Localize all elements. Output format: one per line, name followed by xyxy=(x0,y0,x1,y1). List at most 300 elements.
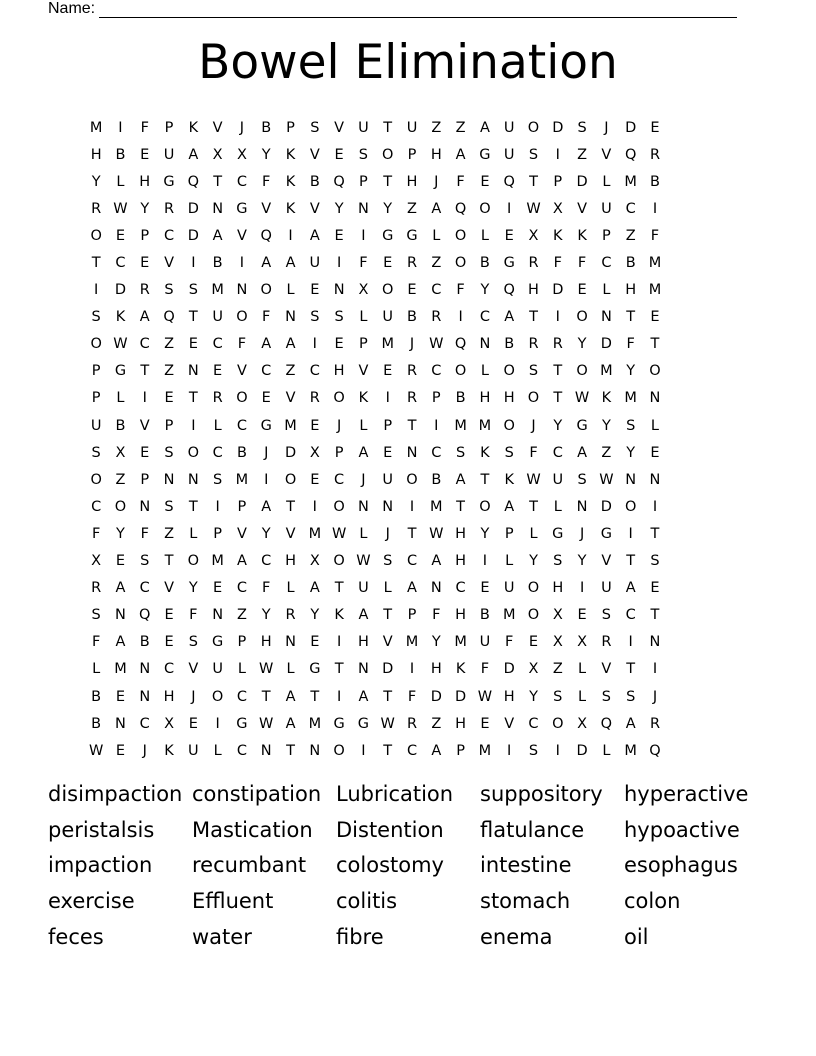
grid-letter: E xyxy=(115,688,126,705)
grid-letter: L xyxy=(602,173,611,190)
grid-letter: R xyxy=(309,390,320,407)
grid-letter: W xyxy=(574,390,590,407)
grid-letter: U xyxy=(406,119,418,136)
grid-letter: M xyxy=(430,498,443,515)
grid-letter: M xyxy=(211,553,224,570)
grid-letter: E xyxy=(577,282,587,299)
grid-letter: V xyxy=(212,119,223,136)
grid-letter: J xyxy=(531,417,536,434)
grid-row xyxy=(84,683,667,710)
grid-letter: U xyxy=(358,119,369,136)
grid-letter: I xyxy=(336,255,342,272)
grid-letter: K xyxy=(285,173,296,190)
grid-letter: L xyxy=(529,525,538,542)
word-bank-item: impaction xyxy=(48,853,153,878)
grid-row xyxy=(84,493,667,520)
grid-letter: W xyxy=(88,742,104,759)
grid-letter: L xyxy=(92,661,101,678)
grid-letter: L xyxy=(578,661,587,678)
grid-letter: O xyxy=(236,309,248,326)
grid-letter: H xyxy=(90,146,102,163)
grid-letter: U xyxy=(212,661,223,678)
grid-letter: U xyxy=(90,417,102,434)
grid-letter: G xyxy=(479,146,491,163)
grid-letter: L xyxy=(116,173,125,190)
grid-letter: L xyxy=(237,661,246,678)
grid-letter: P xyxy=(359,173,368,190)
grid-letter: Q xyxy=(454,200,467,217)
grid-letter: P xyxy=(164,417,174,434)
grid-letter: S xyxy=(164,498,174,515)
grid-letter: S xyxy=(601,607,611,624)
grid-letter: O xyxy=(406,471,418,488)
grid-row xyxy=(84,249,667,276)
grid-letter: M xyxy=(284,417,297,434)
grid-letter: B xyxy=(91,688,102,705)
word-bank-item: Lubrication xyxy=(336,782,454,806)
grid-letter: Y xyxy=(334,200,344,217)
grid-letter: B xyxy=(139,634,150,651)
grid-letter: N xyxy=(649,390,661,407)
grid-letter: A xyxy=(504,498,515,515)
grid-letter: B xyxy=(479,255,490,272)
grid-row xyxy=(84,466,667,493)
grid-letter: O xyxy=(503,363,515,380)
grid-letter: V xyxy=(236,525,247,542)
grid-letter: Y xyxy=(116,525,125,542)
grid-letter: N xyxy=(576,498,588,515)
grid-letter: R xyxy=(528,336,539,353)
word-bank-item: constipation xyxy=(192,782,322,806)
grid-letter: C xyxy=(236,580,247,597)
grid-letter: N xyxy=(382,498,394,515)
grid-letter: F xyxy=(626,336,635,353)
grid-letter: W xyxy=(477,688,493,705)
grid-letter: I xyxy=(628,525,633,542)
grid-row xyxy=(84,331,667,358)
grid-letter: I xyxy=(191,417,196,434)
word-bank-item: colostomy xyxy=(336,853,444,878)
grid-letter: O xyxy=(382,146,394,163)
grid-letter: K xyxy=(164,742,174,759)
grid-letter: T xyxy=(310,688,320,705)
grid-letter: T xyxy=(529,173,538,190)
grid-letter: E xyxy=(334,227,344,244)
grid-letter: P xyxy=(91,390,101,407)
grid-letter: B xyxy=(91,715,102,732)
grid-letter: B xyxy=(236,444,247,461)
grid-letter: U xyxy=(212,309,223,326)
grid-letter: W xyxy=(356,553,371,570)
word-bank-item: suppository xyxy=(480,782,603,806)
grid-letter: E xyxy=(188,336,198,353)
grid-letter: T xyxy=(213,173,223,190)
grid-row xyxy=(84,114,667,141)
grid-letter: K xyxy=(577,227,587,244)
grid-letter: A xyxy=(358,444,369,461)
grid-letter: O xyxy=(333,742,345,759)
grid-letter: R xyxy=(212,390,223,407)
grid-letter: U xyxy=(503,119,515,136)
grid-row xyxy=(84,737,667,764)
grid-letter: F xyxy=(262,173,271,190)
grid-letter: E xyxy=(261,390,271,407)
grid-letter: P xyxy=(383,417,393,434)
word-bank-item: Distention xyxy=(336,817,444,842)
grid-letter: B xyxy=(407,309,417,326)
grid-row xyxy=(84,277,667,304)
grid-letter: I xyxy=(191,255,196,272)
grid-letter: C xyxy=(455,580,466,597)
grid-letter: A xyxy=(358,607,369,624)
grid-letter: D xyxy=(284,444,297,461)
grid-letter: O xyxy=(236,390,248,407)
grid-letter: E xyxy=(577,607,587,624)
grid-letter: K xyxy=(115,309,126,326)
grid-letter: M xyxy=(405,634,419,651)
grid-letter: I xyxy=(94,282,99,299)
grid-letter: P xyxy=(140,471,150,488)
grid-letter: I xyxy=(555,742,560,759)
grid-letter: C xyxy=(601,255,612,272)
grid-letter: Q xyxy=(503,282,515,299)
grid-letter: V xyxy=(309,200,320,217)
grid-letter: A xyxy=(577,444,588,461)
grid-letter: S xyxy=(91,444,101,461)
grid-row xyxy=(84,304,667,331)
grid-letter: G xyxy=(576,417,588,434)
word-bank-item: intestine xyxy=(480,853,572,878)
grid-letter: Q xyxy=(454,336,467,353)
grid-letter: A xyxy=(309,580,320,597)
grid-letter: U xyxy=(479,634,491,651)
grid-letter: T xyxy=(383,742,393,759)
grid-letter: K xyxy=(504,471,514,488)
grid-letter: O xyxy=(114,498,127,515)
grid-letter: Q xyxy=(187,173,200,190)
grid-letter: F xyxy=(262,309,271,326)
grid-letter: M xyxy=(211,282,224,299)
grid-letter: X xyxy=(212,146,223,163)
grid-letter: I xyxy=(142,390,147,407)
grid-letter: Z xyxy=(431,715,442,732)
grid-letter: L xyxy=(602,742,611,759)
grid-letter: Y xyxy=(91,173,101,190)
grid-letter: K xyxy=(285,146,296,163)
grid-letter: O xyxy=(503,417,515,434)
grid-letter: R xyxy=(406,390,418,407)
grid-letter: B xyxy=(261,119,272,136)
grid-letter: B xyxy=(650,173,660,190)
grid-letter: I xyxy=(336,688,342,705)
grid-letter: M xyxy=(89,119,103,136)
grid-letter: S xyxy=(164,282,174,299)
grid-letter: H xyxy=(528,282,539,299)
grid-letter: T xyxy=(334,661,344,678)
grid-letter: E xyxy=(480,173,490,190)
grid-letter: P xyxy=(237,634,247,651)
grid-letter: B xyxy=(115,417,126,434)
grid-letter: J xyxy=(239,119,245,136)
grid-letter: U xyxy=(163,146,175,163)
grid-letter: F xyxy=(480,661,490,678)
grid-letter: S xyxy=(140,553,150,570)
grid-letter: X xyxy=(552,607,563,624)
grid-row xyxy=(84,195,667,222)
grid-letter: Y xyxy=(626,444,636,461)
grid-letter: F xyxy=(505,634,514,651)
grid-letter: R xyxy=(528,255,539,272)
grid-letter: Q xyxy=(260,227,272,244)
grid-letter: X xyxy=(577,634,588,651)
grid-letter: E xyxy=(383,255,393,272)
grid-letter: U xyxy=(309,255,321,272)
grid-letter: M xyxy=(624,742,637,759)
grid-letter: S xyxy=(91,309,101,326)
grid-letter: L xyxy=(650,417,660,434)
grid-letter: E xyxy=(650,580,660,597)
grid-letter: P xyxy=(91,363,101,380)
grid-letter: O xyxy=(552,715,564,732)
grid-letter: D xyxy=(187,200,199,217)
grid-letter: E xyxy=(310,282,320,299)
grid-letter: I xyxy=(652,498,658,515)
grid-letter: Y xyxy=(140,200,150,217)
grid-letter: S xyxy=(504,444,514,461)
grid-letter: W xyxy=(429,525,444,542)
grid-letter: G xyxy=(406,227,418,244)
grid-letter: U xyxy=(503,146,515,163)
word-bank-item: hypoactive xyxy=(624,817,740,842)
grid-letter: U xyxy=(382,471,394,488)
grid-letter: X xyxy=(309,444,320,461)
grid-letter: A xyxy=(285,688,296,705)
grid-letter: X xyxy=(552,634,563,651)
grid-letter: J xyxy=(385,525,390,542)
grid-letter: N xyxy=(357,498,369,515)
grid-letter: R xyxy=(91,200,102,217)
grid-letter: B xyxy=(479,607,490,624)
grid-letter: T xyxy=(286,742,295,759)
grid-letter: V xyxy=(164,255,174,272)
grid-letter: N xyxy=(139,661,151,678)
grid-letter: V xyxy=(309,146,320,163)
grid-letter: O xyxy=(576,363,588,380)
grid-letter: M xyxy=(454,417,467,434)
grid-letter: G xyxy=(382,227,394,244)
grid-letter: M xyxy=(308,715,322,732)
grid-letter: L xyxy=(432,227,441,244)
grid-letter: T xyxy=(188,498,198,515)
grid-letter: A xyxy=(139,309,150,326)
grid-letter: C xyxy=(236,688,247,705)
grid-letter: E xyxy=(480,715,490,732)
grid-letter: E xyxy=(164,607,174,624)
grid-row xyxy=(84,168,667,195)
grid-letter: D xyxy=(625,119,637,136)
grid-letter: V xyxy=(334,119,345,136)
grid-letter: Y xyxy=(188,580,198,597)
grid-letter: R xyxy=(406,715,418,732)
word-bank-item: hyperactive xyxy=(624,782,749,806)
grid-letter: N xyxy=(212,607,224,624)
grid-letter: O xyxy=(333,390,345,407)
grid-letter: N xyxy=(115,715,126,732)
grid-letter: P xyxy=(164,119,174,136)
grid-letter: Y xyxy=(431,634,441,651)
grid-row xyxy=(84,710,667,737)
grid-letter: Y xyxy=(480,282,490,299)
grid-letter: I xyxy=(361,742,366,759)
grid-letter: Z xyxy=(625,227,636,244)
grid-letter: S xyxy=(601,688,611,705)
grid-letter: K xyxy=(334,607,344,624)
grid-letter: F xyxy=(91,634,101,651)
grid-letter: S xyxy=(577,471,587,488)
grid-letter: E xyxy=(383,363,393,380)
grid-letter: F xyxy=(91,525,101,542)
grid-letter: L xyxy=(578,688,587,705)
grid-letter: M xyxy=(600,363,613,380)
grid-letter: M xyxy=(624,390,637,407)
grid-letter: H xyxy=(260,634,272,651)
grid-letter: G xyxy=(260,417,272,434)
grid-letter: B xyxy=(309,173,320,190)
grid-letter: L xyxy=(213,742,222,759)
grid-letter: Z xyxy=(455,119,466,136)
grid-letter: O xyxy=(187,553,200,570)
grid-letter: A xyxy=(431,200,442,217)
grid-letter: E xyxy=(504,227,514,244)
grid-letter: Y xyxy=(261,607,271,624)
grid-letter: R xyxy=(91,580,102,597)
grid-letter: S xyxy=(577,119,587,136)
grid-letter: C xyxy=(431,444,442,461)
grid-letter: D xyxy=(382,661,394,678)
grid-letter: I xyxy=(482,553,488,570)
grid-letter: S xyxy=(650,553,660,570)
grid-letter: W xyxy=(259,661,274,678)
grid-letter: Z xyxy=(431,119,442,136)
grid-letter: X xyxy=(528,227,539,244)
grid-letter: T xyxy=(188,309,198,326)
grid-letter: A xyxy=(309,227,320,244)
grid-letter: R xyxy=(406,255,418,272)
grid-letter: S xyxy=(188,282,198,299)
grid-letter: D xyxy=(552,282,564,299)
grid-letter: I xyxy=(409,498,415,515)
grid-letter: E xyxy=(213,363,223,380)
grid-letter: C xyxy=(406,742,418,759)
grid-letter: E xyxy=(334,336,344,353)
grid-row xyxy=(84,385,667,412)
grid-letter: L xyxy=(116,390,125,407)
grid-letter: S xyxy=(553,688,563,705)
name-field xyxy=(48,0,737,18)
grid-letter: P xyxy=(602,227,611,244)
grid-letter: A xyxy=(504,309,515,326)
grid-letter: C xyxy=(236,742,247,759)
word-bank-item: disimpaction xyxy=(48,782,183,806)
grid-letter: S xyxy=(528,363,539,380)
grid-letter: C xyxy=(334,471,345,488)
grid-letter: T xyxy=(91,255,101,272)
grid-letter: Z xyxy=(601,444,612,461)
grid-letter: H xyxy=(455,553,467,570)
grid-letter: E xyxy=(164,390,174,407)
grid-letter: P xyxy=(237,498,247,515)
grid-letter: N xyxy=(212,200,224,217)
grid-letter: H xyxy=(430,661,442,678)
grid-letter: N xyxy=(115,607,126,624)
grid-letter: V xyxy=(382,634,393,651)
grid-letter: A xyxy=(285,336,296,353)
grid-letter: V xyxy=(504,715,515,732)
grid-letter: W xyxy=(331,525,347,542)
grid-letter: T xyxy=(383,607,393,624)
grid-letter: L xyxy=(286,580,295,597)
grid-letter: C xyxy=(212,336,223,353)
grid-letter: L xyxy=(553,498,562,515)
grid-row xyxy=(84,141,667,168)
grid-letter: U xyxy=(601,580,612,597)
grid-letter: C xyxy=(528,715,539,732)
grid-letter: M xyxy=(502,607,516,624)
grid-letter: H xyxy=(479,390,491,407)
grid-letter: U xyxy=(552,471,564,488)
grid-letter: Q xyxy=(624,146,637,163)
grid-row xyxy=(84,520,667,547)
grid-letter: X xyxy=(236,146,247,163)
grid-letter: G xyxy=(333,715,345,732)
grid-letter: C xyxy=(91,498,102,515)
grid-letter: E xyxy=(115,227,126,244)
grid-letter: M xyxy=(114,661,127,678)
grid-letter: U xyxy=(503,580,515,597)
grid-letter: A xyxy=(455,146,466,163)
grid-letter: P xyxy=(213,525,222,542)
grid-letter: J xyxy=(652,688,658,705)
grid-letter: T xyxy=(383,688,393,705)
grid-letter: D xyxy=(187,227,199,244)
grid-letter: Z xyxy=(552,661,563,678)
grid-letter: O xyxy=(649,363,661,380)
grid-letter: S xyxy=(334,309,344,326)
grid-letter: D xyxy=(503,661,515,678)
grid-letter: S xyxy=(626,417,636,434)
grid-letter: H xyxy=(357,634,369,651)
grid-letter: P xyxy=(456,742,465,759)
grid-letter: T xyxy=(140,363,150,380)
grid-letter: V xyxy=(139,417,150,434)
grid-letter: F xyxy=(553,255,562,272)
grid-letter: R xyxy=(649,146,661,163)
grid-letter: G xyxy=(503,255,515,272)
word-bank-item: peristalsis xyxy=(48,817,155,842)
grid-letter: K xyxy=(480,444,490,461)
grid-letter: H xyxy=(455,607,467,624)
grid-letter: W xyxy=(429,336,444,353)
grid-letter: S xyxy=(310,119,320,136)
grid-letter: N xyxy=(139,688,151,705)
grid-letter: O xyxy=(527,607,540,624)
grid-letter: B xyxy=(212,255,223,272)
word-bank-item: feces xyxy=(48,924,104,949)
name-underline xyxy=(99,2,737,18)
grid-letter: C xyxy=(139,580,150,597)
grid-letter: C xyxy=(163,661,175,678)
grid-letter: I xyxy=(312,498,317,515)
